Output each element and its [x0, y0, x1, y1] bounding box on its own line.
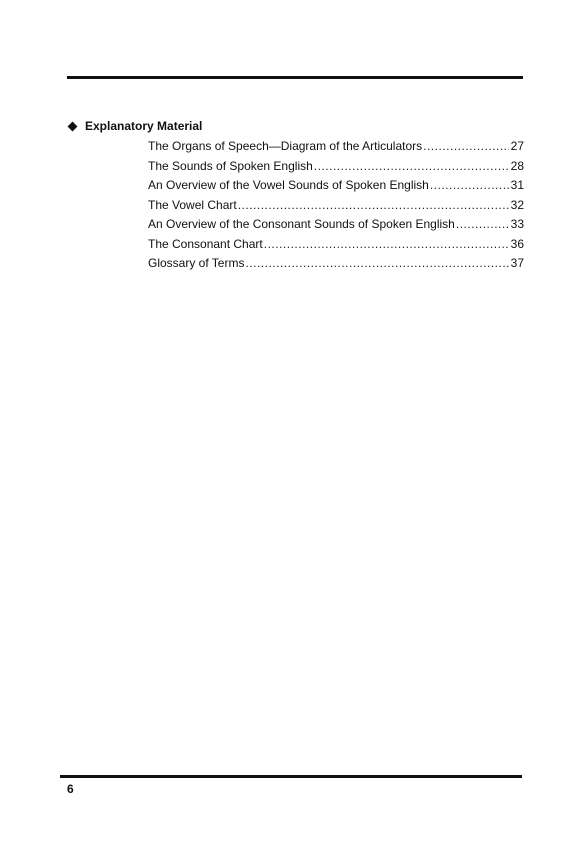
dot-leader [264, 235, 509, 255]
dot-leader [314, 157, 509, 177]
toc-entry-title: The Consonant Chart [148, 236, 263, 251]
toc-entry [148, 176, 524, 196]
toc-entry-title: An Overview of the Consonant Sounds of Spoken English [148, 217, 455, 231]
toc-entry [148, 235, 524, 255]
page-number: 6 [67, 782, 74, 796]
dot-leader [245, 254, 509, 274]
toc-entry-page: 32 [510, 197, 524, 212]
toc-entry [148, 254, 524, 274]
toc-entry-title: An Overview of the Vowel Sounds of Spoken English [148, 178, 429, 192]
section-heading-label: Explanatory Material [85, 119, 203, 133]
diamond-icon [68, 121, 78, 131]
section-heading [68, 119, 202, 133]
toc-entry-title: The Organs of Speech—Diagram of the Articulators [148, 139, 423, 153]
toc-entry-page: 28 [510, 158, 524, 173]
dot-leader [456, 215, 509, 235]
toc-entry-page: 31 [510, 178, 524, 192]
toc-entry-title: The Sounds of Spoken English [148, 158, 313, 173]
toc-entry-title: The Vowel Chart [148, 197, 237, 212]
toc-list [148, 137, 524, 274]
toc-entry-page: 36 [510, 236, 524, 251]
dot-leader [423, 137, 509, 157]
toc-entry [148, 215, 524, 235]
toc-entry [148, 137, 524, 157]
toc-entry-page: 37 [510, 256, 524, 270]
toc-entry-page: 33 [510, 217, 524, 231]
dot-leader [430, 176, 509, 196]
toc-entry [148, 157, 524, 177]
toc-entry-title: Glossary of Terms [148, 256, 245, 270]
toc-entry [148, 196, 524, 216]
top-rule [67, 76, 523, 79]
bottom-rule [60, 775, 522, 778]
dot-leader [238, 196, 509, 216]
toc-entry-page: 27 [510, 139, 524, 153]
